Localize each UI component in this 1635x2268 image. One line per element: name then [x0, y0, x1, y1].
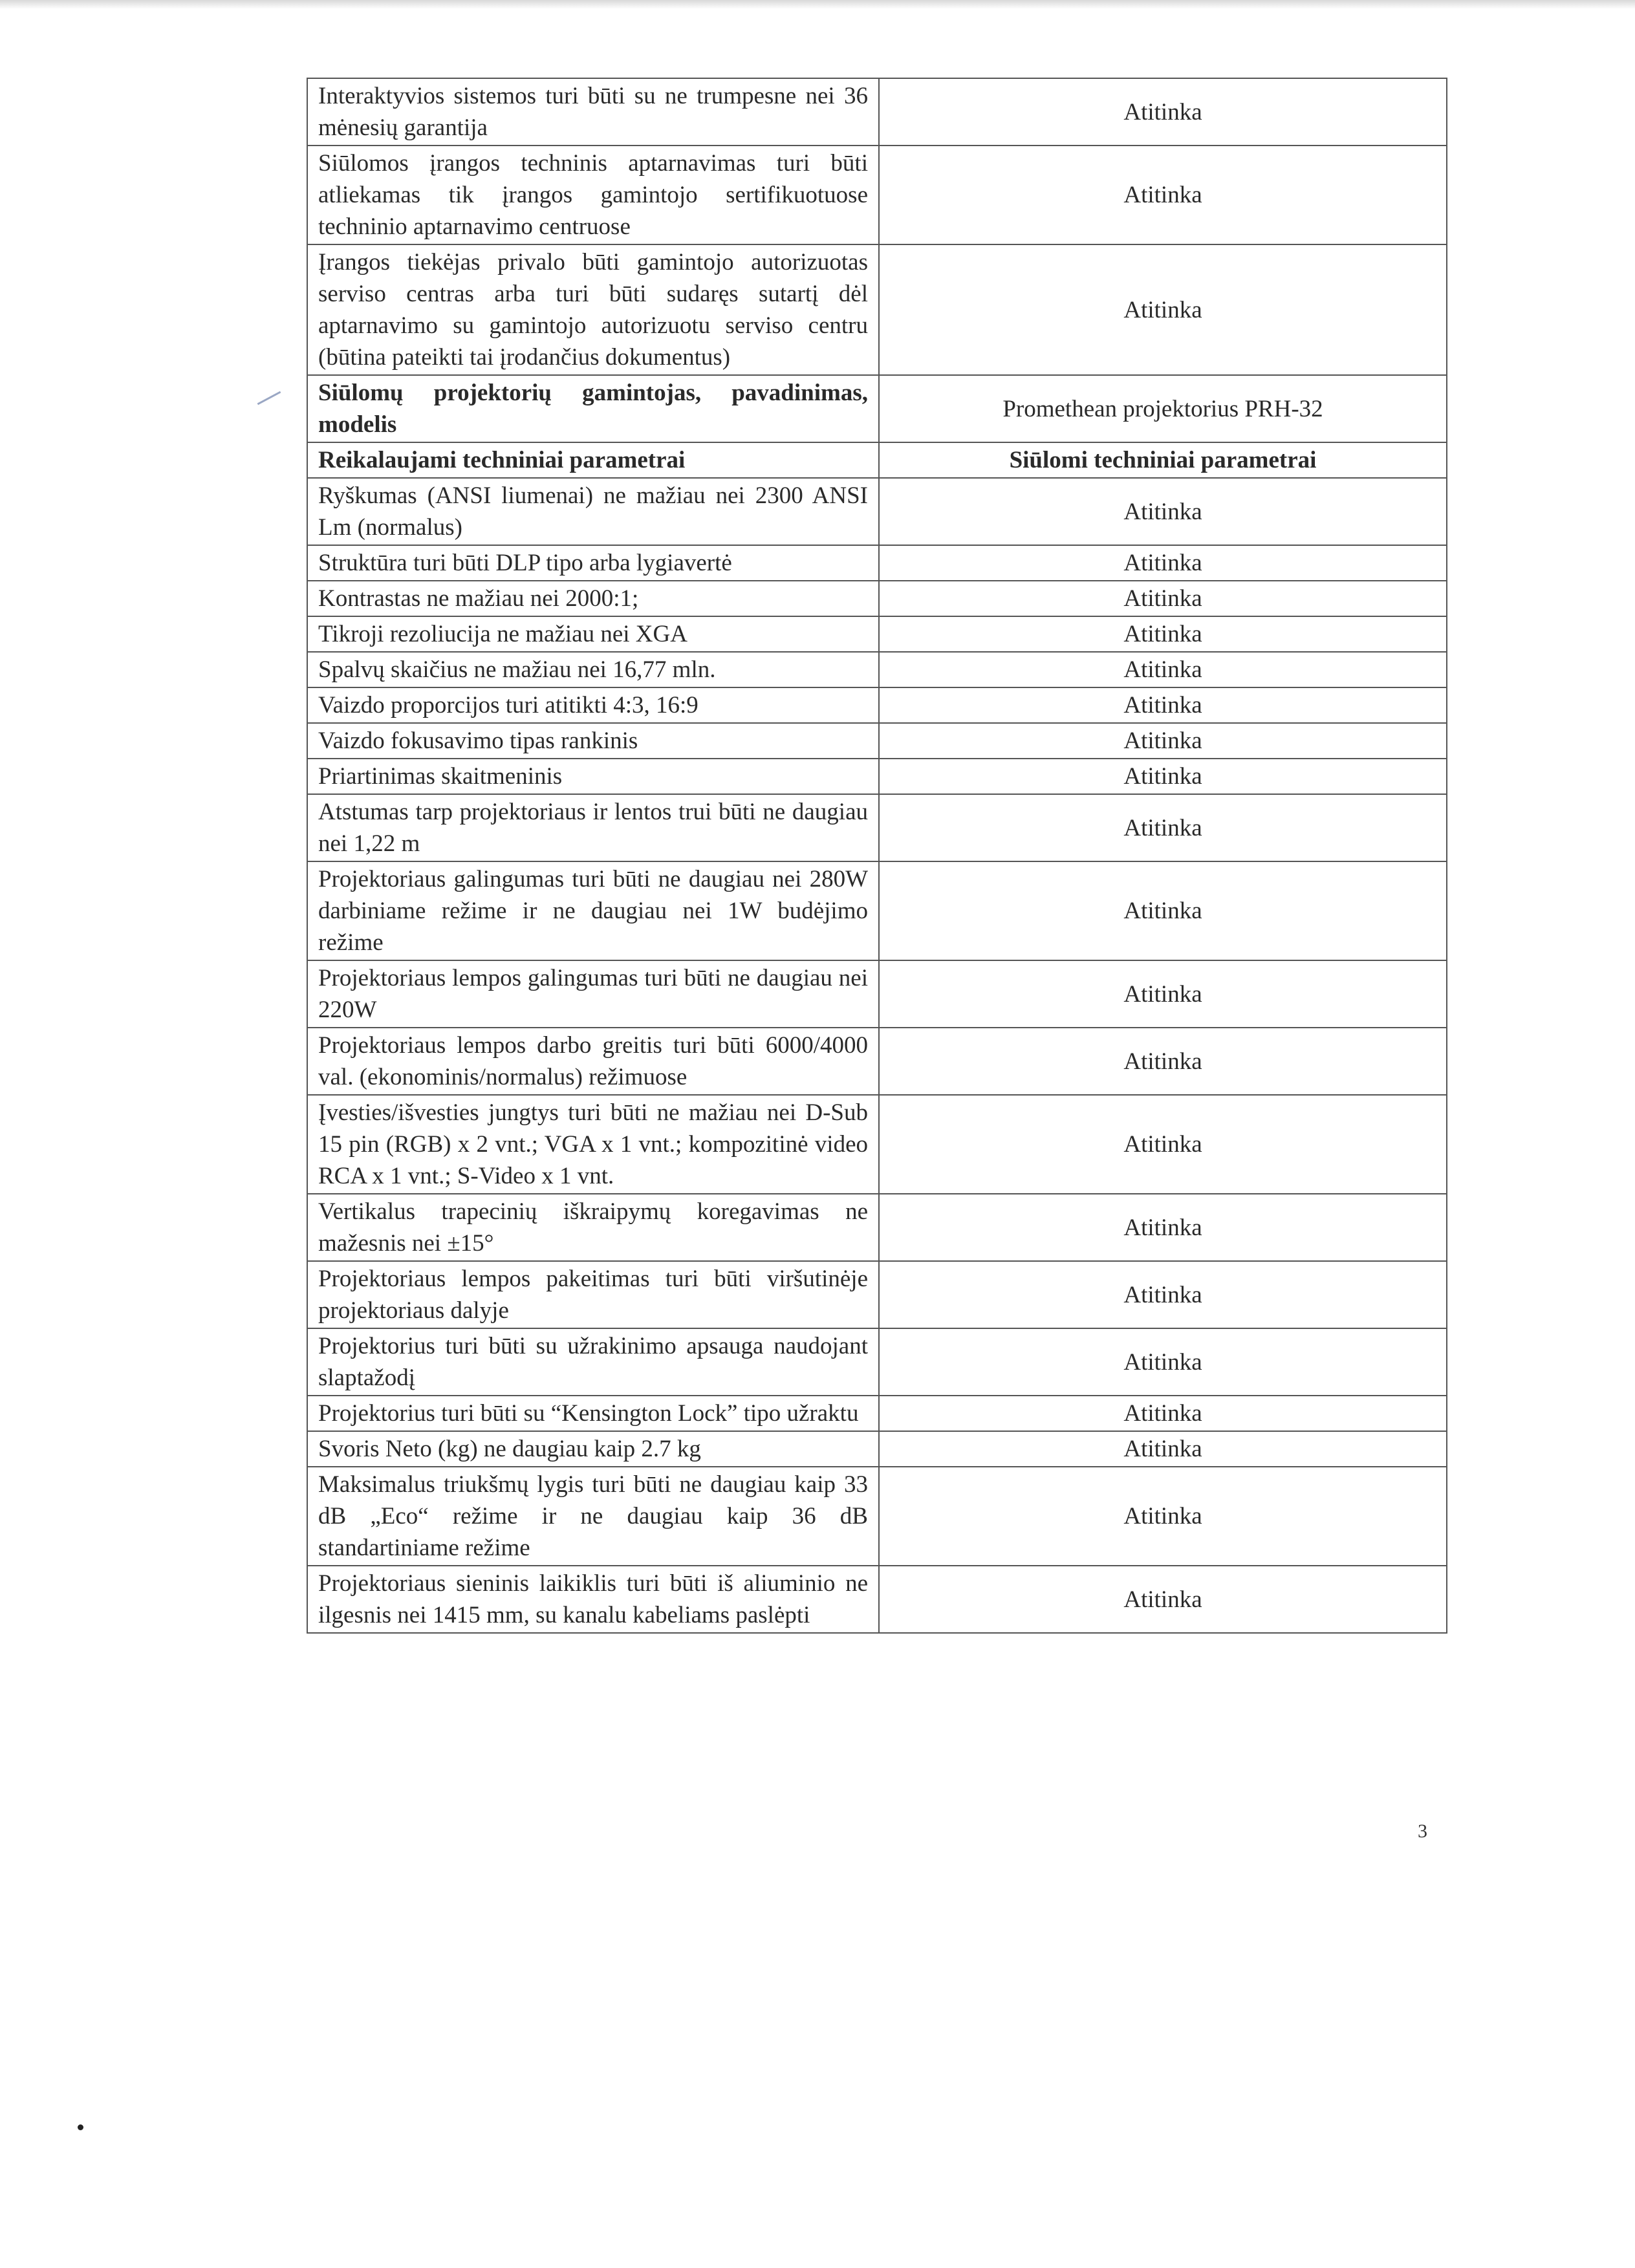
response-cell: Atitinka	[879, 478, 1447, 545]
response-cell: Atitinka	[879, 1261, 1447, 1328]
table-row	[307, 146, 1447, 244]
table-row	[307, 1028, 1447, 1095]
response-cell: Atitinka	[879, 861, 1447, 960]
table-row	[307, 442, 1447, 478]
requirement-cell: Tikroji rezoliucija ne mažiau nei XGA	[307, 616, 879, 652]
response-cell: Promethean projektorius PRH-32	[879, 375, 1447, 442]
response-cell: Atitinka	[879, 960, 1447, 1028]
requirement-cell: Struktūra turi būti DLP tipo arba lygiavertė	[307, 545, 879, 581]
specification-table-body	[307, 78, 1447, 1633]
requirement-cell: Atstumas tarp projektoriaus ir lentos trui būti ne daugiau nei 1,22 m	[307, 794, 879, 861]
response-cell: Atitinka	[879, 794, 1447, 861]
response-cell: Atitinka	[879, 616, 1447, 652]
requirement-cell: Projektoriaus sieninis laikiklis turi būti iš aliuminio ne ilgesnis nei 1415 mm, su kanalu kabeliams paslėpti	[307, 1566, 879, 1633]
table-row	[307, 1194, 1447, 1261]
table-row	[307, 723, 1447, 759]
requirement-cell: Projektorius turi būti su užrakinimo apsauga naudojant slaptažodį	[307, 1328, 879, 1396]
table-row	[307, 1467, 1447, 1566]
table-row	[307, 759, 1447, 794]
requirement-cell: Kontrastas ne mažiau nei 2000:1;	[307, 581, 879, 616]
table-row	[307, 652, 1447, 687]
requirement-cell: Priartinimas skaitmeninis	[307, 759, 879, 794]
response-cell: Atitinka	[879, 545, 1447, 581]
table-row	[307, 581, 1447, 616]
table-row	[307, 616, 1447, 652]
table-row	[307, 1261, 1447, 1328]
requirement-cell: Interaktyvios sistemos turi būti su ne trumpesne nei 36 mėnesių garantija	[307, 78, 879, 146]
requirement-cell: Spalvų skaičius ne mažiau nei 16,77 mln.	[307, 652, 879, 687]
table-row	[307, 78, 1447, 146]
requirement-cell: Įrangos tiekėjas privalo būti gamintojo autorizuotas serviso centras arba turi būti sudaręs sutartį dėl aptarnavimo su gamintojo autorizuotu serviso centru (būtina pateikti tai įrodančius dokumentus)	[307, 244, 879, 375]
table-row	[307, 375, 1447, 442]
table-row	[307, 1396, 1447, 1431]
response-cell: Atitinka	[879, 723, 1447, 759]
requirement-cell: Projektoriaus lempos galingumas turi būti ne daugiau nei 220W	[307, 960, 879, 1028]
requirement-cell: Projektoriaus lempos darbo greitis turi būti 6000/4000 val. (ekonominis/normalus) režimuose	[307, 1028, 879, 1095]
table-row	[307, 960, 1447, 1028]
response-cell: Atitinka	[879, 581, 1447, 616]
table-row	[307, 478, 1447, 545]
requirement-cell: Reikalaujami techniniai parametrai	[307, 442, 879, 478]
table-row	[307, 861, 1447, 960]
response-cell: Siūlomi techniniai parametrai	[879, 442, 1447, 478]
requirement-cell: Vertikalus trapecinių iškraipymų koregavimas ne mažesnis nei ±15°	[307, 1194, 879, 1261]
response-cell: Atitinka	[879, 652, 1447, 687]
table-row	[307, 1328, 1447, 1396]
response-cell: Atitinka	[879, 1028, 1447, 1095]
response-cell: Atitinka	[879, 78, 1447, 146]
table-row	[307, 545, 1447, 581]
response-cell: Atitinka	[879, 1467, 1447, 1566]
response-cell: Atitinka	[879, 687, 1447, 723]
response-cell: Atitinka	[879, 1431, 1447, 1467]
table-row	[307, 794, 1447, 861]
requirement-cell: Svoris Neto (kg) ne daugiau kaip 2.7 kg	[307, 1431, 879, 1467]
response-cell: Atitinka	[879, 1396, 1447, 1431]
stray-dot	[78, 2124, 83, 2130]
table-row	[307, 1095, 1447, 1194]
table-row	[307, 244, 1447, 375]
response-cell: Atitinka	[879, 1566, 1447, 1633]
response-cell: Atitinka	[879, 146, 1447, 244]
requirement-cell: Projektorius turi būti su “Kensington Lock” tipo užraktu	[307, 1396, 879, 1431]
requirement-cell: Maksimalus triukšmų lygis turi būti ne daugiau kaip 33 dB „Eco“ režime ir ne daugiau kaip 36 dB standartiniame režime	[307, 1467, 879, 1566]
requirement-cell: Vaizdo proporcijos turi atitikti 4:3, 16:9	[307, 687, 879, 723]
table-row	[307, 687, 1447, 723]
specification-table	[307, 78, 1447, 1634]
response-cell: Atitinka	[879, 1194, 1447, 1261]
requirement-cell: Įvesties/išvesties jungtys turi būti ne mažiau nei D-Sub 15 pin (RGB) x 2 vnt.; VGA x 1 vnt.; kompozitinė video RCA x 1 vnt.; S-Video x 1 vnt.	[307, 1095, 879, 1194]
table-row	[307, 1566, 1447, 1633]
page-number: 3	[1418, 1820, 1427, 1842]
requirement-cell: Projektoriaus lempos pakeitimas turi būti viršutinėje projektoriaus dalyje	[307, 1261, 879, 1328]
stray-pen-mark	[257, 391, 281, 405]
response-cell: Atitinka	[879, 759, 1447, 794]
requirement-cell: Projektoriaus galingumas turi būti ne daugiau nei 280W darbiniame režime ir ne daugiau nei 1W budėjimo režime	[307, 861, 879, 960]
table-row	[307, 1431, 1447, 1467]
requirement-cell: Siūlomų projektorių gamintojas, pavadinimas, modelis	[307, 375, 879, 442]
requirement-cell: Siūlomos įrangos techninis aptarnavimas turi būti atliekamas tik įrangos gamintojo sertifikuotuose techninio aptarnavimo centruose	[307, 146, 879, 244]
scan-edge-shadow	[0, 0, 1635, 9]
response-cell: Atitinka	[879, 244, 1447, 375]
response-cell: Atitinka	[879, 1095, 1447, 1194]
requirement-cell: Vaizdo fokusavimo tipas rankinis	[307, 723, 879, 759]
requirement-cell: Ryškumas (ANSI liumenai) ne mažiau nei 2300 ANSI Lm (normalus)	[307, 478, 879, 545]
response-cell: Atitinka	[879, 1328, 1447, 1396]
